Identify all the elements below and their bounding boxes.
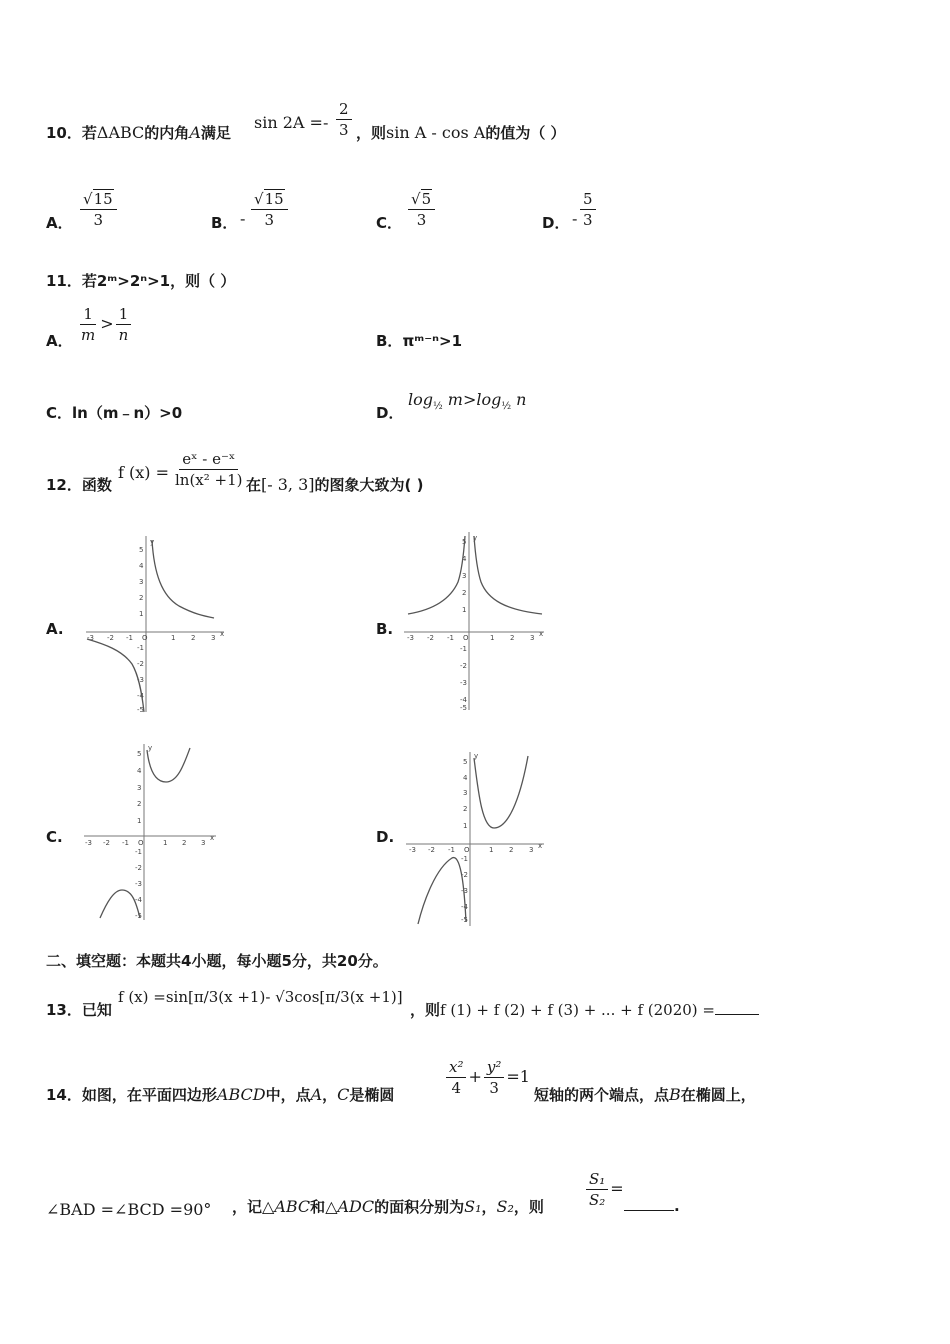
svg-text:4: 4 <box>139 562 144 570</box>
svg-text:-1: -1 <box>126 634 133 642</box>
svg-text:x: x <box>538 842 543 850</box>
svg-text:-5: -5 <box>135 912 142 920</box>
svg-text:2: 2 <box>137 800 142 808</box>
q11-option-a-expr: $\frac{1}{m}$ > $\frac{1}{n}$ <box>76 305 133 344</box>
q11-option-b-expr: πᵐ⁻ⁿ>1 <box>402 332 463 350</box>
svg-text:-1: -1 <box>460 645 467 653</box>
svg-text:-4: -4 <box>460 696 467 704</box>
svg-text:-4: -4 <box>135 896 142 904</box>
svg-text:2: 2 <box>191 634 196 642</box>
svg-text:y: y <box>473 534 478 542</box>
svg-text:O: O <box>463 634 469 642</box>
q12-option-c[interactable]: C. <box>46 828 63 846</box>
svg-text:2: 2 <box>182 839 187 847</box>
svg-text:-3: -3 <box>409 846 416 854</box>
svg-text:3: 3 <box>463 789 468 797</box>
q12-option-d[interactable]: D. <box>376 828 395 846</box>
q10-option-d-sign: - <box>572 209 578 228</box>
q13-sum: f (1) + f (2) + f (3) + ... + f (2020) = <box>440 1001 715 1019</box>
svg-text:3: 3 <box>462 572 467 580</box>
q12-option-a[interactable]: A. <box>46 620 64 638</box>
q10-number: 10． <box>46 124 82 142</box>
q13-question: ，则f (1) + f (2) + f (3) + ... + f (2020) = <box>410 999 759 1020</box>
svg-text:-1: -1 <box>137 644 144 652</box>
svg-text:2: 2 <box>463 805 468 813</box>
q14-ellipse-equation: $\frac{\text{x²}}{4}$ + $\frac{\text{y²}}{3}$ =1 <box>444 1058 530 1097</box>
svg-text:1: 1 <box>137 817 142 825</box>
q10-option-b-sign: - <box>240 209 246 228</box>
svg-text:1: 1 <box>139 610 144 618</box>
svg-text:-3: -3 <box>460 679 467 687</box>
graph-c <box>82 742 222 922</box>
q12-interval: [- 3, 3] <box>261 475 315 494</box>
q14-number: 14． <box>46 1086 82 1104</box>
svg-text:-1: -1 <box>447 634 454 642</box>
svg-text:y: y <box>150 538 155 546</box>
q10-option-b[interactable]: B． <box>211 214 238 232</box>
svg-text:x: x <box>210 834 215 842</box>
svg-text:-1: -1 <box>135 848 142 856</box>
svg-text:x: x <box>220 630 225 638</box>
svg-text:-2: -2 <box>103 839 110 847</box>
q14-answer-blank[interactable] <box>624 1196 674 1211</box>
svg-text:-1: -1 <box>122 839 129 847</box>
q10-option-d-value: $\frac{5}{3}$ <box>578 190 598 229</box>
svg-text:-2: -2 <box>428 846 435 854</box>
svg-text:3: 3 <box>529 846 534 854</box>
svg-text:-3: -3 <box>137 676 144 684</box>
q10-condition: sin 2A =- <box>254 113 329 132</box>
svg-text:2: 2 <box>462 589 467 597</box>
svg-text:-3: -3 <box>461 887 468 895</box>
svg-text:-5: -5 <box>460 704 467 712</box>
q14-angles: ∠BAD =∠BCD =90° <box>46 1200 212 1219</box>
q14-line1: 14．如图，在平面四边形ABCD中，点A，C是椭圆 <box>46 1085 395 1104</box>
svg-text:1: 1 <box>463 822 468 830</box>
svg-text:4: 4 <box>137 767 142 775</box>
svg-text:-4: -4 <box>137 692 144 700</box>
svg-text:x: x <box>539 630 544 638</box>
q13-stem: 13．已知 <box>46 1001 112 1019</box>
svg-text:-2: -2 <box>461 871 468 879</box>
svg-text:5: 5 <box>463 758 468 766</box>
svg-text:O: O <box>464 846 470 854</box>
q10-question: ，则sin A - cos A的值为（ ） <box>356 123 566 142</box>
q11-number: 11． <box>46 272 82 290</box>
svg-text:2: 2 <box>510 634 515 642</box>
q10-option-a-value: $\frac{√15}{3}$ <box>78 190 119 229</box>
q13-function: f (x) =sin[π/3(x +1)- √3cos[π/3(x +1)] <box>118 988 403 1006</box>
svg-text:y: y <box>474 752 479 760</box>
q14-line1-tail: 短轴的两个端点，点B在椭圆上， <box>534 1085 756 1104</box>
q12-number: 12． <box>46 476 82 494</box>
svg-text:1: 1 <box>462 606 467 614</box>
svg-text:5: 5 <box>462 538 467 546</box>
q12-tail: 在[- 3, 3]的图象大致为( ) <box>246 475 424 494</box>
svg-text:-5: -5 <box>137 706 144 714</box>
svg-text:-3: -3 <box>135 880 142 888</box>
q10-option-b-value: $\frac{√15}{3}$ <box>249 190 290 229</box>
svg-text:1: 1 <box>171 634 176 642</box>
svg-text:4: 4 <box>463 774 468 782</box>
svg-text:-2: -2 <box>135 864 142 872</box>
svg-text:2: 2 <box>139 594 144 602</box>
q11-option-c-expr: ln（m﹣n）>0 <box>72 404 183 422</box>
q12-function-fraction: $\frac{\text{eˣ - e⁻ˣ}}{\text{ln(x² +1)}}$ <box>175 450 243 489</box>
q12-option-b[interactable]: B. <box>376 620 394 638</box>
svg-text:-2: -2 <box>137 660 144 668</box>
svg-text:y: y <box>148 744 153 752</box>
svg-text:-3: -3 <box>407 634 414 642</box>
svg-text:1: 1 <box>490 634 495 642</box>
svg-text:-4: -4 <box>461 903 468 911</box>
svg-text:3: 3 <box>137 784 142 792</box>
svg-text:1: 1 <box>489 846 494 854</box>
svg-text:-3: -3 <box>87 634 94 642</box>
q13-answer-blank[interactable] <box>715 1000 759 1015</box>
svg-text:2: 2 <box>509 846 514 854</box>
q12-stem: 12．函数 <box>46 476 112 494</box>
q14-line2: ，记△ABC和△ADC的面积分别为S₁，S₂，则 <box>232 1197 544 1216</box>
q11-stem: 11．若2ᵐ>2ⁿ>1，则（ ） <box>46 272 236 290</box>
q11-option-a[interactable]: A． <box>46 332 73 350</box>
q10-option-d[interactable]: D． <box>542 214 570 232</box>
q11-option-b[interactable]: B．πᵐ⁻ⁿ>1 <box>376 332 463 350</box>
svg-text:-1: -1 <box>448 846 455 854</box>
section-two-title: 二、填空题：本题共4小题，每小题5分，共20分。 <box>46 952 388 970</box>
svg-text:3: 3 <box>211 634 216 642</box>
svg-text:O: O <box>142 634 148 642</box>
q11-option-c[interactable]: C．ln（m﹣n）>0 <box>46 404 183 422</box>
svg-text:-5: -5 <box>461 916 468 924</box>
svg-text:-2: -2 <box>107 634 114 642</box>
q10-condition-fraction: $\frac{2}{3}$ <box>334 100 354 139</box>
q11-option-d-expr: $\log_{\frac{1}{2}} m>\log_{\frac{1}{2}}$ n <box>408 390 527 413</box>
svg-text:-3: -3 <box>85 839 92 847</box>
svg-text:O: O <box>138 839 144 847</box>
svg-text:-2: -2 <box>460 662 467 670</box>
graph-d <box>404 750 549 928</box>
svg-text:3: 3 <box>201 839 206 847</box>
q11-option-d[interactable]: D． <box>376 404 404 422</box>
graph-b <box>402 530 547 712</box>
svg-text:3: 3 <box>139 578 144 586</box>
q10-stem: 10．若ΔABC的内角A满足 <box>46 123 231 142</box>
svg-text:3: 3 <box>530 634 535 642</box>
q12-fx: f (x) = <box>118 463 170 482</box>
svg-text:-2: -2 <box>427 634 434 642</box>
q14-ratio: $\frac{\text{S₁}}{\text{S₂}}$ = <box>584 1170 624 1209</box>
graph-a <box>84 534 229 714</box>
svg-text:-1: -1 <box>461 855 468 863</box>
q14-answer: . <box>624 1196 680 1215</box>
q10-option-c[interactable]: C． <box>376 214 403 232</box>
svg-text:1: 1 <box>163 839 168 847</box>
q10-option-a[interactable]: A． <box>46 214 73 232</box>
q13-number: 13． <box>46 1001 82 1019</box>
svg-text:5: 5 <box>139 546 144 554</box>
q10-option-c-value: $\frac{√5}{3}$ <box>406 190 437 229</box>
svg-text:5: 5 <box>137 750 142 758</box>
svg-text:4: 4 <box>462 555 467 563</box>
q10-triangle: ΔABC <box>96 123 145 142</box>
